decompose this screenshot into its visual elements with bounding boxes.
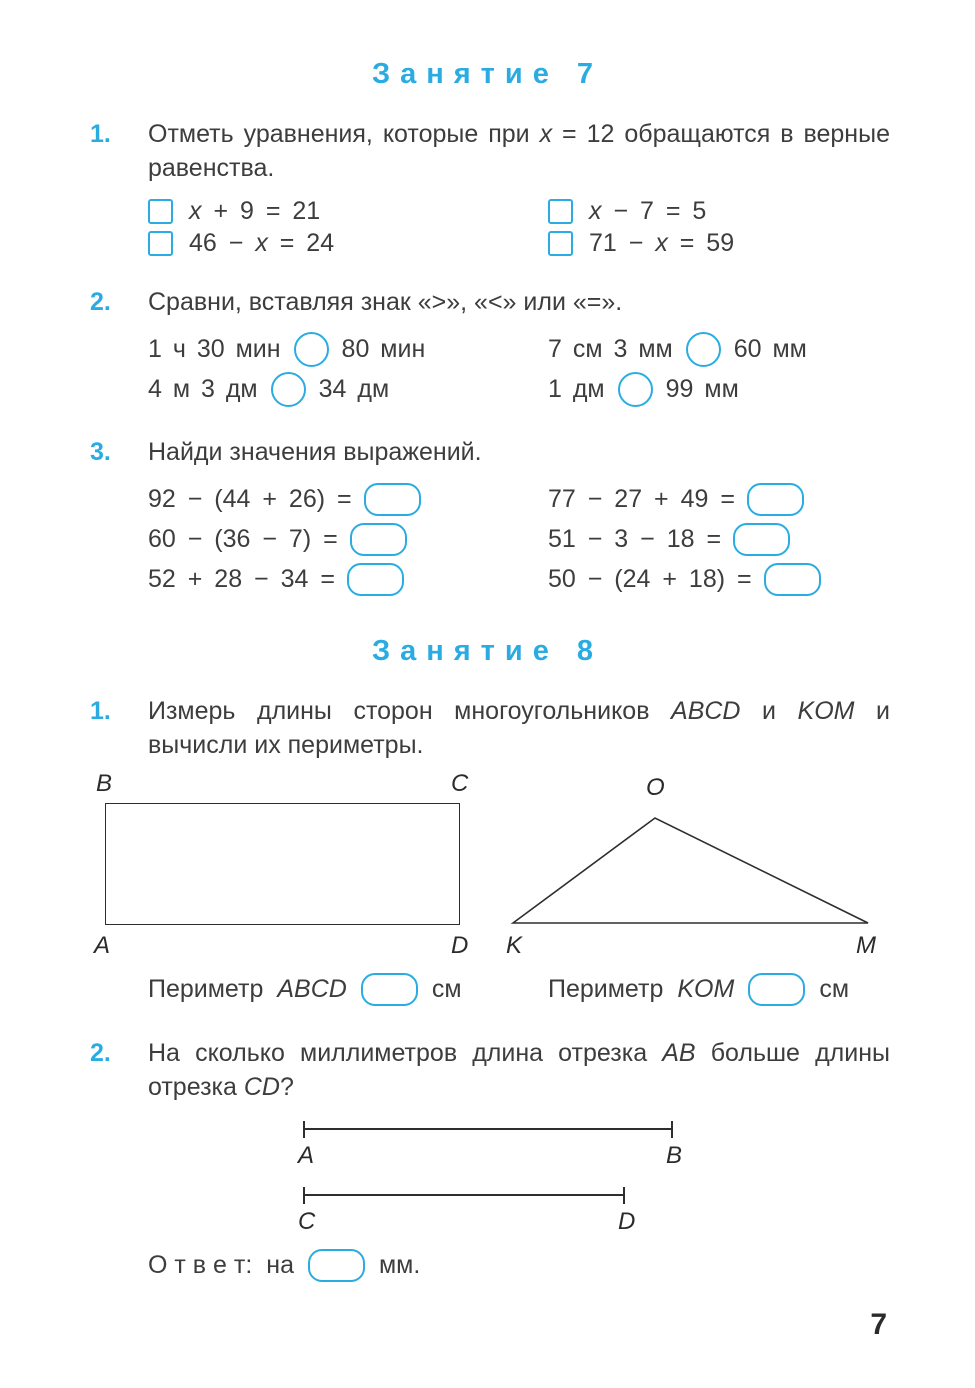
text-fragment: ? <box>279 1073 294 1101</box>
perimeter-label: Периметр <box>148 974 264 1003</box>
perimeter-label: Периметр <box>548 974 664 1003</box>
expr-answer-box-1[interactable] <box>364 483 421 516</box>
text-fragment: = 24 <box>267 228 335 257</box>
task-8-2-number: 2. <box>90 1039 111 1067</box>
unit-label: см <box>819 974 849 1003</box>
perimeter-answer-box-abcd[interactable] <box>361 973 418 1006</box>
expression-text: 51 − 3 − 18 = <box>548 524 722 553</box>
segment-name-ab: AB <box>662 1039 696 1067</box>
answer-pre: на <box>266 1250 294 1279</box>
perimeter-row <box>0 968 975 1010</box>
equation-item-3 <box>148 227 548 259</box>
task-8-2 <box>0 1036 975 1286</box>
comparison-right: 80 мин <box>341 334 426 363</box>
equation-text-1 <box>189 197 320 226</box>
comparison-sign-circle-4[interactable] <box>618 372 653 407</box>
polygon-name-abcd: ABCD <box>671 697 741 725</box>
vertex-label-M: M <box>856 932 876 959</box>
comparison-item-3 <box>148 369 548 409</box>
endpoint-label-D: D <box>618 1208 636 1235</box>
expr-answer-box-6[interactable] <box>764 563 821 596</box>
task-7-2 <box>0 285 975 409</box>
triangle-KOM <box>505 810 875 928</box>
segment-CD <box>303 1194 625 1196</box>
equations-grid <box>148 195 890 259</box>
expression-text: 52 + 28 − 34 = <box>148 564 335 593</box>
comparison-item-4 <box>548 369 890 409</box>
segment-end-tick <box>303 1121 305 1138</box>
comparison-item-1 <box>148 329 548 369</box>
comparison-left: 4 м 3 дм <box>148 374 258 403</box>
task-7-2-number: 2. <box>90 288 111 316</box>
unit-label: см <box>431 974 462 1003</box>
expr-answer-box-3[interactable] <box>350 523 407 556</box>
page-number: 7 <box>870 1308 887 1341</box>
task-8-1-text <box>148 694 890 762</box>
vertex-label-D: D <box>451 932 469 959</box>
variable-x: x <box>589 196 602 225</box>
segment-end-tick <box>671 1121 673 1138</box>
variable-x: x <box>655 228 668 257</box>
task-8-1-number: 1. <box>90 697 111 725</box>
vertex-label-B: B <box>96 770 113 797</box>
comparison-right: 60 мм <box>733 334 807 363</box>
endpoint-label-B: B <box>666 1142 683 1169</box>
text-fragment: − 7 = 5 <box>601 196 707 225</box>
task-8-1 <box>0 694 975 762</box>
text-fragment: Измерь длины сторон многоугольников <box>148 697 672 725</box>
equation-text-4 <box>589 229 734 258</box>
task-7-3-number: 3. <box>90 438 111 466</box>
vertex-label-C: C <box>451 770 469 797</box>
expression-item-5 <box>148 559 548 599</box>
comparison-sign-circle-1[interactable] <box>294 332 329 367</box>
variable-x: x <box>255 228 268 257</box>
expression-text: 92 − (44 + 26) = <box>148 484 352 513</box>
text-fragment: 71 − <box>589 228 656 257</box>
equation-checkbox-3[interactable] <box>148 231 173 256</box>
unit-label: мм. <box>378 1250 421 1279</box>
final-answer-box[interactable] <box>308 1249 365 1282</box>
task-7-1-number: 1. <box>90 120 111 148</box>
comparison-item-2 <box>548 329 890 369</box>
expression-item-3 <box>148 519 548 559</box>
expression-text: 50 − (24 + 18) = <box>548 564 752 593</box>
equation-item-2 <box>548 195 890 227</box>
segment-AB <box>303 1128 673 1130</box>
segment-name-cd: CD <box>243 1073 280 1101</box>
expression-item-2 <box>548 479 890 519</box>
segments-figure <box>148 1114 890 1238</box>
lesson-7-title: Занятие 7 <box>371 58 604 90</box>
variable-x: x <box>189 196 202 225</box>
task-7-1 <box>0 117 975 259</box>
perimeter-item-abcd <box>148 968 548 1010</box>
task-7-1-text <box>148 117 890 185</box>
expression-item-6 <box>548 559 890 599</box>
segment-end-tick <box>623 1187 625 1204</box>
task-7-3 <box>0 435 975 599</box>
expressions-grid <box>148 479 890 599</box>
expression-item-1 <box>148 479 548 519</box>
text-fragment: На сколько миллиметров длина отрезка <box>148 1039 663 1067</box>
comparison-sign-circle-2[interactable] <box>686 332 721 367</box>
equation-checkbox-2[interactable] <box>548 199 573 224</box>
polygon-figures <box>0 770 975 964</box>
text-fragment: и вычисли их периметры. <box>148 697 890 759</box>
equation-item-1 <box>148 195 548 227</box>
polygon-name-kom: KOM <box>797 697 855 725</box>
text-fragment: + 9 = 21 <box>201 196 321 225</box>
answer-label: О т в е т: <box>148 1250 253 1279</box>
variable-x: x <box>539 120 553 148</box>
text-fragment: больше длины отрезка <box>148 1039 890 1101</box>
equation-checkbox-4[interactable] <box>548 231 573 256</box>
comparison-right: 34 дм <box>318 374 390 403</box>
comparison-left: 1 ч 30 мин <box>148 334 281 363</box>
polygon-name-abcd: ABCD <box>277 974 347 1003</box>
task-7-3-text: Найди значения выражений. <box>148 438 482 466</box>
vertex-label-K: K <box>506 932 523 959</box>
equation-text-3 <box>189 229 334 258</box>
text-fragment: и <box>740 697 798 725</box>
perimeter-item-kom <box>548 968 890 1010</box>
rectangle-ABCD <box>105 803 460 925</box>
comparison-right: 99 мм <box>665 374 739 403</box>
lesson-8-title: Занятие 8 <box>371 635 604 667</box>
task-8-2-text <box>148 1036 890 1104</box>
expression-text: 60 − (36 − 7) = <box>148 524 338 553</box>
equation-item-4 <box>548 227 890 259</box>
expr-answer-box-5[interactable] <box>347 563 404 596</box>
answer-row <box>148 1244 890 1286</box>
expression-text: 77 − 27 + 49 = <box>548 484 735 513</box>
segment-end-tick <box>303 1187 305 1204</box>
text-fragment: = 59 <box>667 228 735 257</box>
vertex-label-A: A <box>94 932 111 959</box>
endpoint-label-C: C <box>298 1208 316 1235</box>
text-fragment: = 12 обращаются в верные равенства. <box>148 120 890 182</box>
equation-checkbox-1[interactable] <box>148 199 173 224</box>
text-fragment: Отметь уравнения, которые при <box>148 120 540 148</box>
comparison-sign-circle-3[interactable] <box>271 372 306 407</box>
expr-answer-box-2[interactable] <box>747 483 804 516</box>
expr-answer-box-4[interactable] <box>733 523 790 556</box>
comparisons-grid <box>148 329 890 409</box>
equation-text-2 <box>589 197 706 226</box>
comparison-left: 7 см 3 мм <box>548 334 673 363</box>
text-fragment: 46 − <box>189 228 256 257</box>
endpoint-label-A: A <box>298 1142 315 1169</box>
vertex-label-O: O <box>646 774 665 801</box>
perimeter-answer-box-kom[interactable] <box>748 973 805 1006</box>
polygon-name-kom: KOM <box>677 974 735 1003</box>
expression-item-4 <box>548 519 890 559</box>
comparison-left: 1 дм <box>548 374 605 403</box>
task-7-2-text: Сравни, вставляя знак «>», «<» или «=». <box>148 288 623 316</box>
